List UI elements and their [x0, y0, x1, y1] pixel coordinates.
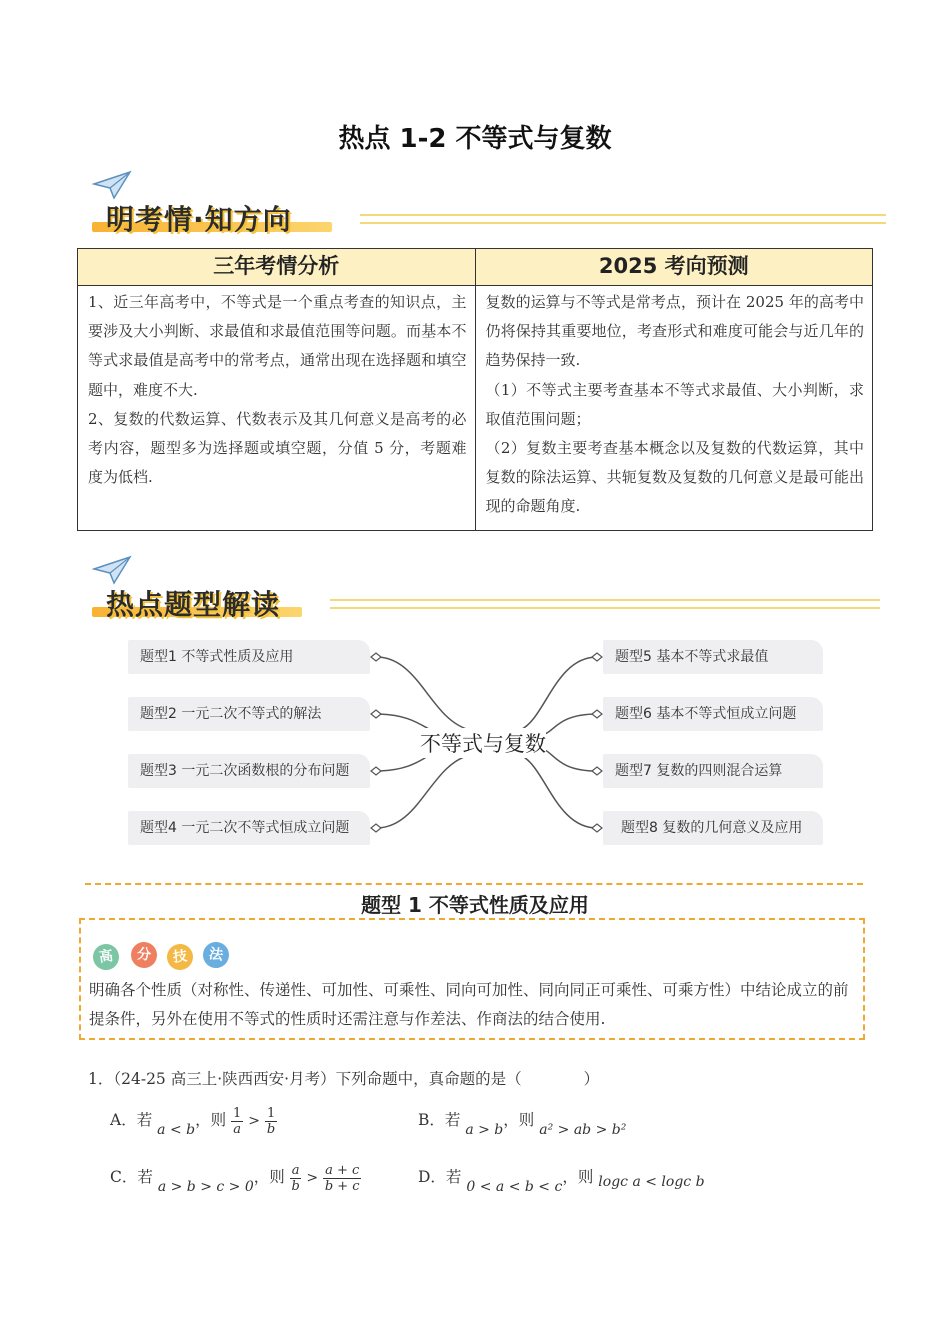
- mindmap-topic-7[interactable]: 题型7 复数的四则混合运算: [603, 754, 823, 788]
- exam-analysis-table: [77, 248, 873, 531]
- table-header-analysis: 三年考情分析: [78, 249, 476, 286]
- mindmap-topic-6[interactable]: 题型6 基本不等式恒成立问题: [603, 697, 823, 731]
- section-banner-2: [92, 555, 892, 625]
- forecast-text-1: 复数的运算与不等式是常考点，预计在 2025 年的高考中仍将保持其重要地位，考查形式和难度可能会与近几年的趋势保持一致.: [485, 293, 864, 370]
- mindmap-topic-2[interactable]: 题型2 一元二次不等式的解法: [128, 697, 370, 731]
- topic-dashed-top: [85, 883, 863, 885]
- forecast-text-3: （2）复数主要考查基本概念以及复数的代数运算，其中复数的除法运算、共轭复数及复数的几何意义是最可能出现的命题角度.: [485, 439, 864, 516]
- analysis-text-1: 1、近三年高考中，不等式是一个重点考查的知识点，主要涉及大小判断、求最值和求最值范围等问题。而基本不等式求最值是高考中的常考点，通常出现在选择题和填空题中，难度不大.: [88, 293, 467, 399]
- option-b-conclusion: a² > ab > b²: [539, 1122, 627, 1138]
- mindmap-topic-4[interactable]: 题型4 一元二次不等式恒成立问题: [128, 811, 370, 845]
- analysis-cell: [78, 286, 476, 531]
- forecast-cell: [475, 286, 873, 531]
- mindmap-topic-3[interactable]: 题型3 一元二次函数根的分布问题: [128, 754, 370, 788]
- badge-fa: 法: [201, 940, 230, 969]
- tip-box: [79, 918, 865, 1040]
- tip-badges: [93, 936, 243, 976]
- option-a-condition: a < b: [157, 1122, 196, 1138]
- fraction: $\frac{a}{b}$: [291, 1162, 300, 1194]
- paper-plane-icon: [92, 170, 132, 200]
- option-c-condition: a > b > c > 0: [157, 1179, 254, 1195]
- badge-gao: 高: [91, 942, 120, 971]
- topic-heading: 题型 1 不等式性质及应用: [361, 893, 589, 917]
- badge-fen: 分: [130, 941, 159, 970]
- mindmap-topic-8[interactable]: 题型8 复数的几何意义及应用: [603, 811, 823, 845]
- question-stem: 1．（24-25 高三上·陕西西安·月考）下列命题中，真命题的是（ ）: [88, 1070, 600, 1088]
- option-a[interactable]: A．若 a < b，则 $\frac{1}{a}$ > $\frac{1}{b}$: [110, 1105, 276, 1138]
- fraction: $\frac{a + c}{b + c}$: [324, 1162, 360, 1194]
- option-b-condition: a > b: [465, 1122, 504, 1138]
- analysis-text-2: 2、复数的代数运算、代数表示及其几何意义是高考的必考内容，题型多为选择题或填空题，分值 5 分，考题难度为低档.: [88, 409, 467, 487]
- option-d[interactable]: D．若 0 < a < b < c，则 logc a < logc b: [418, 1168, 705, 1195]
- paper-plane-icon: [92, 555, 132, 585]
- section-banner-1: [92, 170, 892, 240]
- mindmap-center: 不等式与复数: [420, 728, 546, 758]
- option-d-condition: 0 < a < b < c: [466, 1179, 563, 1195]
- option-c[interactable]: C．若 a > b > c > 0，则 $\frac{a}{b}$ > $\frac{a + c}{b + c}$: [110, 1162, 360, 1195]
- table-header-forecast: 2025 考向预测: [475, 249, 873, 286]
- fraction: $\frac{1}{b}$: [266, 1105, 276, 1137]
- tip-text: 明确各个性质（对称性、传递性、可加性、可乘性、同向可加性、同向同正可乘性、可乘方性）中结论成立的前提条件，另外在使用不等式的性质时还需注意与作差法、作商法的结合使用.: [89, 981, 849, 1028]
- badge-ji: 技: [166, 943, 195, 972]
- option-b[interactable]: B．若 a > b，则 a² > ab > b²: [418, 1111, 627, 1138]
- option-d-conclusion: logc a < logc b: [598, 1174, 705, 1190]
- mindmap-topic-5[interactable]: 题型5 基本不等式求最值: [603, 640, 823, 674]
- page-title: 热点 1-2 不等式与复数: [338, 124, 612, 154]
- fraction: $\frac{1}{a}$: [233, 1105, 242, 1137]
- banner-title: 明考情·知方向: [106, 203, 292, 236]
- banner-title: 热点题型解读: [106, 588, 281, 621]
- forecast-text-2: （1）不等式主要考查基本不等式求最值、大小判断，求取值范围问题；: [485, 380, 864, 428]
- mindmap-topic-1[interactable]: 题型1 不等式性质及应用: [128, 640, 370, 674]
